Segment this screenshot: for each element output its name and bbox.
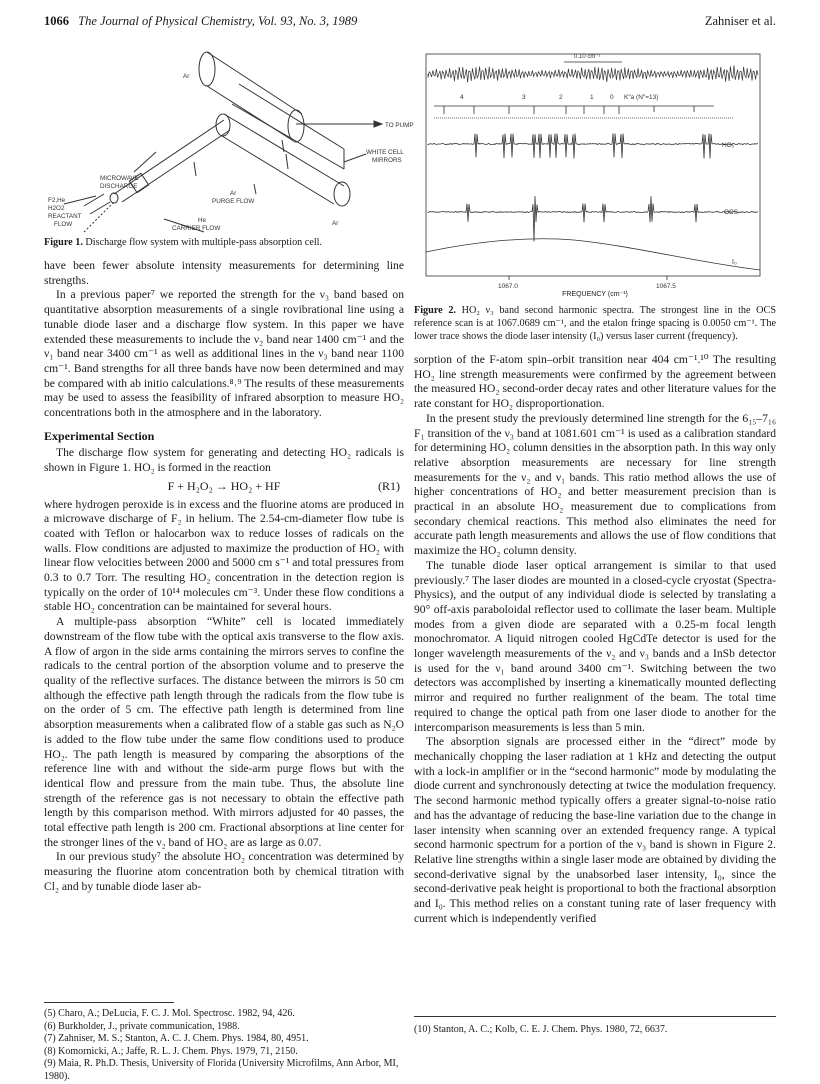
figure-1-caption bbox=[44, 236, 404, 249]
paragraph: A multiple-pass absorption “White” cell is located immediately downstream of the flow tube with the optical axis transverse to the flow axis. A flow of argon in the side arms containing the mirrors serves to confine the radicals to the central portion of the absorption volume and to preserve the quality of the reflective surfaces. The distance between the mirrors is 50 cm although the effective path length through the radicals from the flow tube is on the order of 5 cm. The effective path length is determined from line absorption measurements when a calibrated flow of a stable gas such as N₂O is added to the flow tube under the same flow conditions used to produce HO₂. The path length is measured by comparing the absorptions of the reference line with and without the side-arm purge flows but with the identical flow and pressure from the main tube. Thus, the absolute line strength of the reference gas is not necessary to obtain the effective path length by this comparison method. With mirrors adjusted for 40 passes, the total effective path length is 200 cm. Fractional absorptions at line center for the stronger lines of the ν₂ band of HO₂ are as large as 0.07. bbox=[44, 615, 404, 849]
paragraph: In the present study the previously determined line strength for the 6₁₅–7₁₆ F₁ transition of the ν₃ band at 1081.601 cm⁻¹ is used as a calibration standard for determining HO₂ column densities in the absorption path. In this way only relative absorption measurements are necessary for line strength measurements for the ν₂ and ν₁ bands. This ratio method allows the use of higher concentrations of HO₂ and better measurement precision than is practical in an absolute HO₂ measurement due to complications from secondary chemical reactions. This method also eliminates the need for accurate path length measurements and allows the use of flow conditions that maximize the HO₂ column density. bbox=[414, 411, 776, 558]
label-purge-flow: PURGE FLOW bbox=[212, 198, 255, 205]
paragraph: The tunable diode laser optical arrangement is similar to that used previously.⁷ The laser diodes are mounted in a closed-cycle cryostat (Spectra-Physics), and the output of any individual diode is selected by translating a 90° off-axis paraboloidal reflector used to collimate the laser beam. Multiple modes from a given diode are separated with a 0.25-m focal length monochromator. A liquid nitrogen cooled HgCdTe detector is used for the longer wavelength measurements of the ν₂ and ν₃ bands and a InSb detector is used for the ν₁ band around 3400 cm⁻¹. Switching between the two detectors was accomplished by inserting a kinematically mounted deflecting mirror and required no further realignment of the beam. The total time required to change the optical path from one laser diode to another for the intercomparison measurements is less than 5 min. bbox=[414, 558, 776, 734]
label-flow: FLOW bbox=[54, 221, 73, 228]
paragraph: In a previous paper⁷ we reported the strength for the ν₃ band based on quantitative absorption measurements of a single rovibrational line using a tunable diode laser and a discharge flow system. In this paper we have extended these measurements to include the ν₂ band near 1400 cm⁻¹ and the ν₁ band near 3400 cm⁻¹ as well as additional lines in the ν₃ band near 1100 cm⁻¹. Band strengths for all three bands have now been determined and may be compared with ab initio calculations.⁸˒⁹ The results of these measurements may be used to assess the feasibility of infrared absorption to measure HO₂ concentrations both in the atmosphere and in the laboratory. bbox=[44, 288, 404, 420]
label-f2he: F2,He bbox=[48, 197, 66, 204]
ho2-label: HO₂ bbox=[722, 142, 735, 149]
etalon-trace bbox=[428, 65, 758, 82]
footnote-rule bbox=[414, 1016, 776, 1017]
reference-item: (6) Burkholder, J., private communication, 1988. bbox=[44, 1020, 240, 1032]
reference-item: (10) Stanton, A. C.; Kolb, C. E. J. Chem. Phys. 1980, 72, 6637. bbox=[414, 1024, 668, 1035]
ka-annotation: K″a (N″=13) bbox=[624, 94, 659, 101]
ka-label: 3 bbox=[522, 94, 526, 101]
paragraph: have been fewer absolute intensity measurements for determining line strengths. bbox=[44, 259, 404, 287]
paragraph: sorption of the F-atom spin–orbit transition near 404 cm⁻¹.¹⁰ The resulting HO₂ line strength measurements were confirmed by the agreement between the measured HO₂ second-order decay rates and other literature values for the rate constant for HO₂ disproportionation. bbox=[414, 353, 776, 411]
label-he: He bbox=[198, 217, 207, 224]
paragraph: The discharge flow system for generating and detecting HO₂ radicals is shown in Figure 1. HO₂ is formed in the reaction bbox=[44, 446, 404, 475]
label-to-pump: TO PUMP bbox=[385, 122, 414, 129]
label-microwave: MICROWAVE bbox=[100, 175, 139, 182]
reference-item: (8) Komornicki, A.; Jaffe, R. L. J. Chem. Phys. 1979, 71, 2150. bbox=[44, 1045, 298, 1057]
label-ar-purge: Ar bbox=[230, 190, 237, 197]
figure-2-caption-text: HO₂ ν₃ band second harmonic spectra. The strongest line in the OCS reference scan is at 1067.0689 cm⁻¹, and the etalon fringe spacing is 0.0050 cm⁻¹. The lower trace shows the diode laser intensity (I₀) versus laser current (frequency). bbox=[414, 305, 776, 342]
running-authors: Zahniser et al. bbox=[704, 14, 776, 28]
figure-1 bbox=[44, 44, 414, 232]
x-axis-label: FREQUENCY (cm⁻¹) bbox=[562, 291, 628, 298]
ka-label: 4 bbox=[460, 94, 464, 101]
section-heading: Experimental Section bbox=[44, 428, 155, 443]
journal-citation: The Journal of Physical Chemistry, Vol. 93, No. 3, 1989 bbox=[78, 14, 358, 28]
i0-label: I₀ bbox=[732, 259, 737, 266]
left-column bbox=[44, 44, 414, 895]
scale-label: 0.10 cm⁻¹ bbox=[574, 54, 601, 60]
reference-item: (9) Maia, R. Ph.D. Thesis, University of Florida (University Microfilms, Ann Arbor, MI, 1980). bbox=[44, 1058, 399, 1082]
equation-number: (R1) bbox=[378, 478, 400, 493]
label-ar-top: Ar bbox=[183, 73, 190, 80]
label-mirrors: MIRRORS bbox=[372, 157, 402, 164]
paragraph: where hydrogen peroxide is in excess and the fluorine atoms are produced in a microwave discharge of F₂ in helium. The 2.54-cm-diameter flow tube is coated with Teflon or halocarbon wax to reduce losses of radicals on the walls. Flow conditions are adjusted to maximize the production of HO₂ with linear flow velocities between 2000 and 5000 cm s⁻¹ and total pressures from 0.3 to 0.7 Torr. The resulting HO₂ concentration in the detection region is typically on the order of 10¹⁴ molecules cm⁻³. Under these flow conditions a stable HO₂ concentration can be maintained for several hours. bbox=[44, 497, 404, 614]
laser-intensity-curve bbox=[426, 239, 760, 270]
running-header bbox=[44, 14, 776, 32]
label-discharge: DISCHARGE bbox=[100, 183, 138, 190]
figure-1-label: Figure 1. bbox=[44, 237, 83, 248]
equation-r1 bbox=[44, 479, 404, 494]
ho2-spectrum-trace bbox=[428, 133, 758, 158]
ka-label: 2 bbox=[559, 94, 563, 101]
x-tick-label: 1067.0 bbox=[498, 283, 518, 290]
label-white-cell: WHITE CELL bbox=[366, 149, 404, 156]
reference-item: (7) Zahniser, M. S.; Stanton, A. C. J. Chem. Phys. 1984, 80, 4951. bbox=[44, 1033, 309, 1045]
label-carrier-flow: CARRIER FLOW bbox=[172, 225, 221, 232]
ka-label: 1 bbox=[590, 94, 594, 101]
reference-item: (5) Charo, A.; DeLucia, F. C. J. Mol. Spectrosc. 1982, 94, 426. bbox=[44, 1008, 295, 1019]
figure-1-caption-text: Discharge flow system with multiple-pass absorption cell. bbox=[85, 237, 323, 248]
footnote-rule bbox=[44, 1002, 174, 1003]
x-tick-label: 1067.5 bbox=[656, 283, 676, 290]
right-column bbox=[414, 44, 776, 926]
label-h2o2: H2O2 bbox=[48, 205, 65, 212]
left-references bbox=[44, 1008, 404, 1084]
paragraph: The absorption signals are processed either in the “direct” mode by mechanically chopping the laser radiation at 1 kHz and detecting the output with a lock-in amplifier or in the “second harmonic” mode by modulating the diode current and synchronously detecting at twice the modulation frequency. The second harmonic method typically offers a greater signal-to-noise ratio and has the advantage of reducing the base-line variation due to the change in laser intensity when scanning over an extended frequency range. A typical second harmonic spectrum for a portion of the ν₃ band is shown in Figure 2. Relative line strengths within a single laser mode are obtained by dividing the second-derivative signal by the unabsorbed laser intensity, I₀, since the second-derivative peak height is proportional to both the fractional absorption and I₀. This method relies on a constant tuning rate of laser frequency with current which is independently verified bbox=[414, 735, 776, 925]
spectra-plot bbox=[414, 44, 776, 294]
figure-2-label: Figure 2. bbox=[414, 305, 456, 316]
ocs-label: OCS bbox=[724, 209, 739, 216]
figure-2 bbox=[414, 44, 776, 298]
ka-label: 0 bbox=[610, 94, 614, 101]
ocs-spectrum-trace bbox=[428, 196, 758, 242]
label-ar-right: Ar bbox=[332, 220, 339, 227]
equation-text: F + H₂O₂ → HO₂ + HF bbox=[167, 478, 281, 493]
page-number: 1066 bbox=[44, 14, 69, 28]
figure-2-caption bbox=[414, 304, 776, 343]
flow-system-diagram bbox=[44, 44, 414, 232]
right-references bbox=[414, 1024, 776, 1037]
label-reactant: REACTANT bbox=[48, 213, 82, 220]
paragraph: In our previous study⁷ the absolute HO₂ concentration was determined by measuring the fluorine atom concentration both by chemical titration with Cl₂ and by tunable diode laser ab- bbox=[44, 850, 404, 893]
